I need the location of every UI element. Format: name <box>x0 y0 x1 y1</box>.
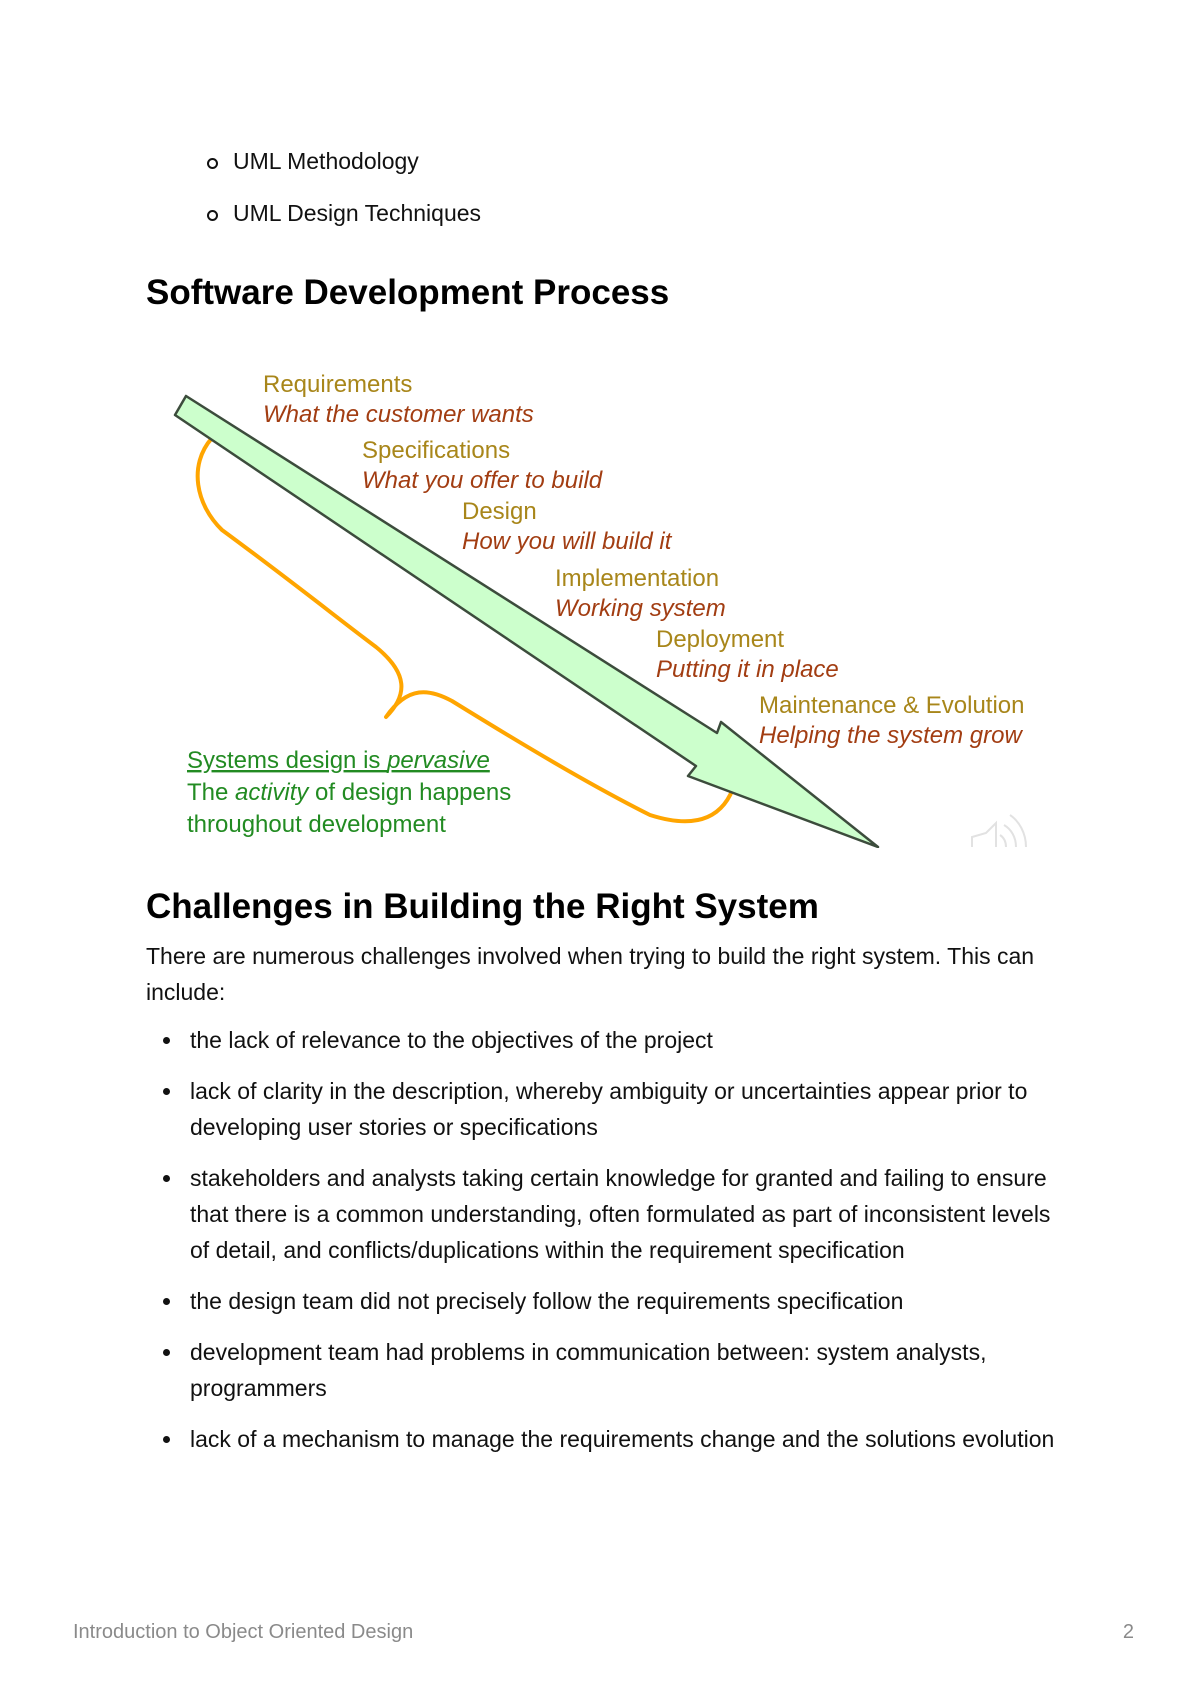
intro-paragraph: There are numerous challenges involved when trying to build the right system. This can include: <box>146 943 1035 1005</box>
list-item: lack of clarity in the description, whereby ambiguity or uncertainties appear prior to developing user stories or specifications <box>146 1073 1066 1145</box>
list-item: development team had problems in communication between: system analysts, programmers <box>146 1334 1066 1406</box>
list-item: the lack of relevance to the objectives of the project <box>146 1022 1066 1058</box>
footer-title: Introduction to Object Oriented Design <box>73 1621 414 1643</box>
software-process-diagram <box>140 355 1060 848</box>
stage-subtitle: Putting it in place <box>656 656 839 683</box>
sub-bullet-item: UML Design Techniques <box>200 198 481 228</box>
section-heading: Software Development Process <box>146 273 670 312</box>
stage-title: Specifications <box>362 437 511 464</box>
stage-title: Design <box>462 498 537 525</box>
stage-title: Deployment <box>656 626 785 653</box>
stage-subtitle: What the customer wants <box>263 401 534 428</box>
page-number: 2 <box>1122 1621 1134 1643</box>
sub-bullet-item: UML Methodology <box>200 146 481 176</box>
stage-subtitle: Working system <box>555 595 726 622</box>
note-line-1: Systems design is pervasive <box>187 747 490 774</box>
stage-title: Implementation <box>555 565 720 592</box>
list-item: lack of a mechanism to manage the requirements change and the solutions evolution <box>146 1421 1066 1457</box>
stage-subtitle: What you offer to build <box>362 467 603 494</box>
note-line-3: throughout development <box>187 811 446 838</box>
stage-subtitle: How you will build it <box>462 528 672 555</box>
challenge-list <box>146 1022 1066 1472</box>
stage-title: Requirements <box>263 371 413 398</box>
list-item: stakeholders and analysts taking certain knowledge for granted and failing to ensure that there is a common understanding, often formulated as part of inconsistent levels of detail, and conflicts/duplications within the requirement specification <box>146 1160 1066 1268</box>
note-line-2: The activity of design happens <box>187 779 512 806</box>
sub-bullet-list <box>200 146 481 250</box>
stage-title: Maintenance & Evolution <box>759 692 1025 719</box>
section-heading: Challenges in Building the Right System <box>146 887 819 926</box>
stage-subtitle: Helping the system grow <box>759 722 1022 749</box>
list-item: the design team did not precisely follow the requirements specification <box>146 1283 1066 1319</box>
speaker-icon <box>972 815 1026 847</box>
